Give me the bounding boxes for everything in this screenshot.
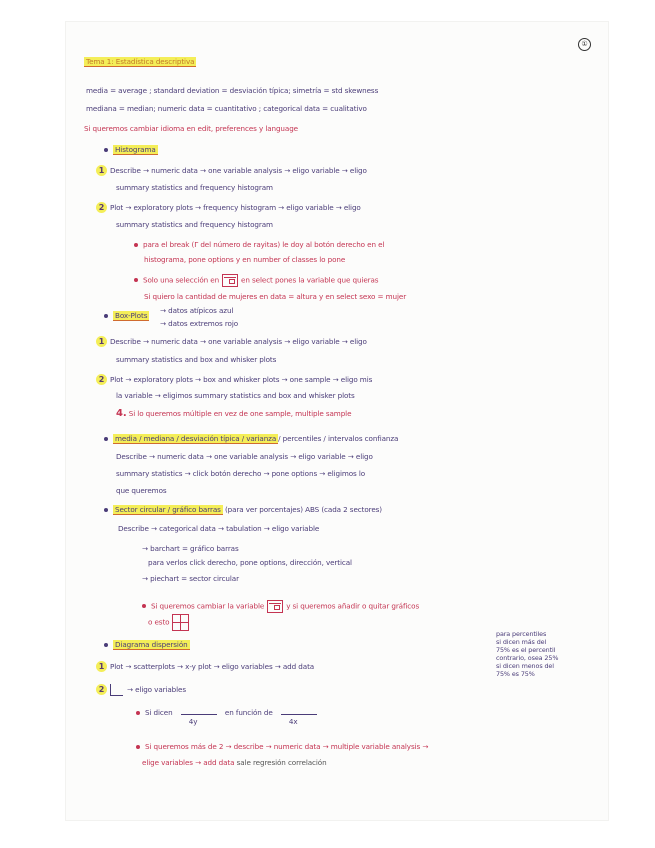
media-line-3: que queremos — [116, 486, 167, 495]
hist-step-2: 2 Plot → exploratory plots → frequency histogram → eligo variable → eligo — [96, 202, 361, 213]
disp-note-2-cont: elige variables → add data sale regresión correlación — [142, 758, 327, 767]
disp-step-2: 2 → eligo variables — [96, 684, 186, 696]
heading-histograma: Histograma — [104, 145, 158, 154]
disp-note-1: Si dicen 4y en función de 4x — [136, 708, 323, 726]
disp-note-2: Si queremos más de 2 → describe → numeric data → multiple variable analysis → — [136, 742, 428, 751]
box-note-a: → datos atípicos azul — [160, 306, 234, 315]
number-badge: 1 — [96, 165, 107, 176]
sector-note-2: o esto — [148, 614, 189, 631]
sector-line-1: Describe → categorical data → tabulation → eligo variable — [118, 524, 320, 533]
bullet — [104, 314, 108, 318]
notebook-page — [66, 22, 608, 820]
number-badge: 1 — [96, 336, 107, 347]
number-badge: 1 — [96, 661, 107, 672]
hist-note-2-cont: Si quiero la cantidad de mujeres en data = altura y en select sexo = mujer — [144, 292, 407, 301]
box-step-2-cont: la variable → eligimos summary statistics and box and whisker plots — [116, 391, 355, 400]
heading-media: media / mediana / desviación típica / varianza / percentiles / intervalos confianza — [104, 434, 398, 443]
bullet — [136, 711, 140, 715]
heading-sector: Sector circular / gráfico barras (para ver porcentajes) ABS (cada 2 sectores) — [104, 505, 382, 514]
hist-step-1: 1 Describe → numeric data → one variable analysis → eligo variable → eligo — [96, 165, 367, 176]
bullet — [136, 745, 140, 749]
bullet — [142, 604, 146, 608]
hist-step-1-cont: summary statistics and frequency histogram — [116, 183, 273, 192]
bullet — [104, 643, 108, 647]
page-number: ① — [578, 38, 591, 51]
hist-note-1-cont: histograma, pone options y en number of classes lo pone — [144, 255, 346, 264]
heading-boxplots: Box-Plots — [104, 311, 149, 320]
sector-note-1: Si queremos cambiar la variable y si queremos añadir o quitar gráficos — [142, 600, 419, 613]
number-badge: 2 — [96, 202, 107, 213]
box-step-2-note: 4. Si lo queremos múltiple en vez de one sample, multiple sample — [116, 408, 352, 419]
box-step-1: 1 Describe → numeric data → one variable analysis → eligo variable → eligo — [96, 336, 367, 347]
bullet — [104, 148, 108, 152]
box-step-1-cont: summary statistics and box and whisker plots — [116, 355, 277, 364]
sector-line-3: para verlos click derecho, pone options, dirección, vertical — [148, 558, 352, 567]
bullet — [134, 243, 138, 247]
hist-note-2: Solo una selección en en select pones la variable que quieras — [134, 274, 378, 287]
box-note-b: → datos extremos rojo — [160, 319, 239, 328]
scatter-icon — [110, 684, 123, 696]
sector-line-4: → piechart = sector circular — [142, 574, 239, 583]
heading-dispersion: Diagrama dispersión — [104, 640, 190, 649]
hist-step-2-cont: summary statistics and frequency histogram — [116, 220, 273, 229]
grid-icon — [172, 614, 189, 631]
media-line-2: summary statistics → click botón derecho → pone options → eligimos lo — [116, 469, 366, 478]
side-note: para percentiles si dicen más del 75% es el percentil contrario, osea 25% si dicen menos del 75% es 75% — [496, 630, 559, 678]
bullet — [134, 278, 138, 282]
bullet — [104, 437, 108, 441]
sector-line-2: → barchart = gráfico barras — [142, 544, 239, 553]
page-title: Tema 1: Estadística descriptiva — [86, 57, 195, 66]
disp-step-1: 1 Plot → scatterplots → x-y plot → eligo variables → add data — [96, 661, 314, 672]
line-3: Si queremos cambiar idioma en edit, preferences y language — [84, 124, 298, 133]
number-badge: 2 — [96, 374, 107, 385]
box-step-2: 2 Plot → exploratory plots → box and whisker plots → one sample → eligo mis — [96, 374, 372, 385]
number-badge: 2 — [96, 684, 107, 695]
media-line-1: Describe → numeric data → one variable analysis → eligo variable → eligo — [116, 452, 373, 461]
window-icon — [267, 600, 283, 613]
window-icon — [222, 274, 238, 287]
line-2: mediana = median; numeric data = cuantitativo ; categorical data = cualitativo — [86, 104, 367, 113]
bullet — [104, 508, 108, 512]
line-1: media = average ; standard deviation = desviación típica; simetría = std skewness — [86, 86, 379, 95]
hist-note-1: para el break (Γ del número de rayitas) le doy al botón derecho en el — [134, 240, 384, 249]
